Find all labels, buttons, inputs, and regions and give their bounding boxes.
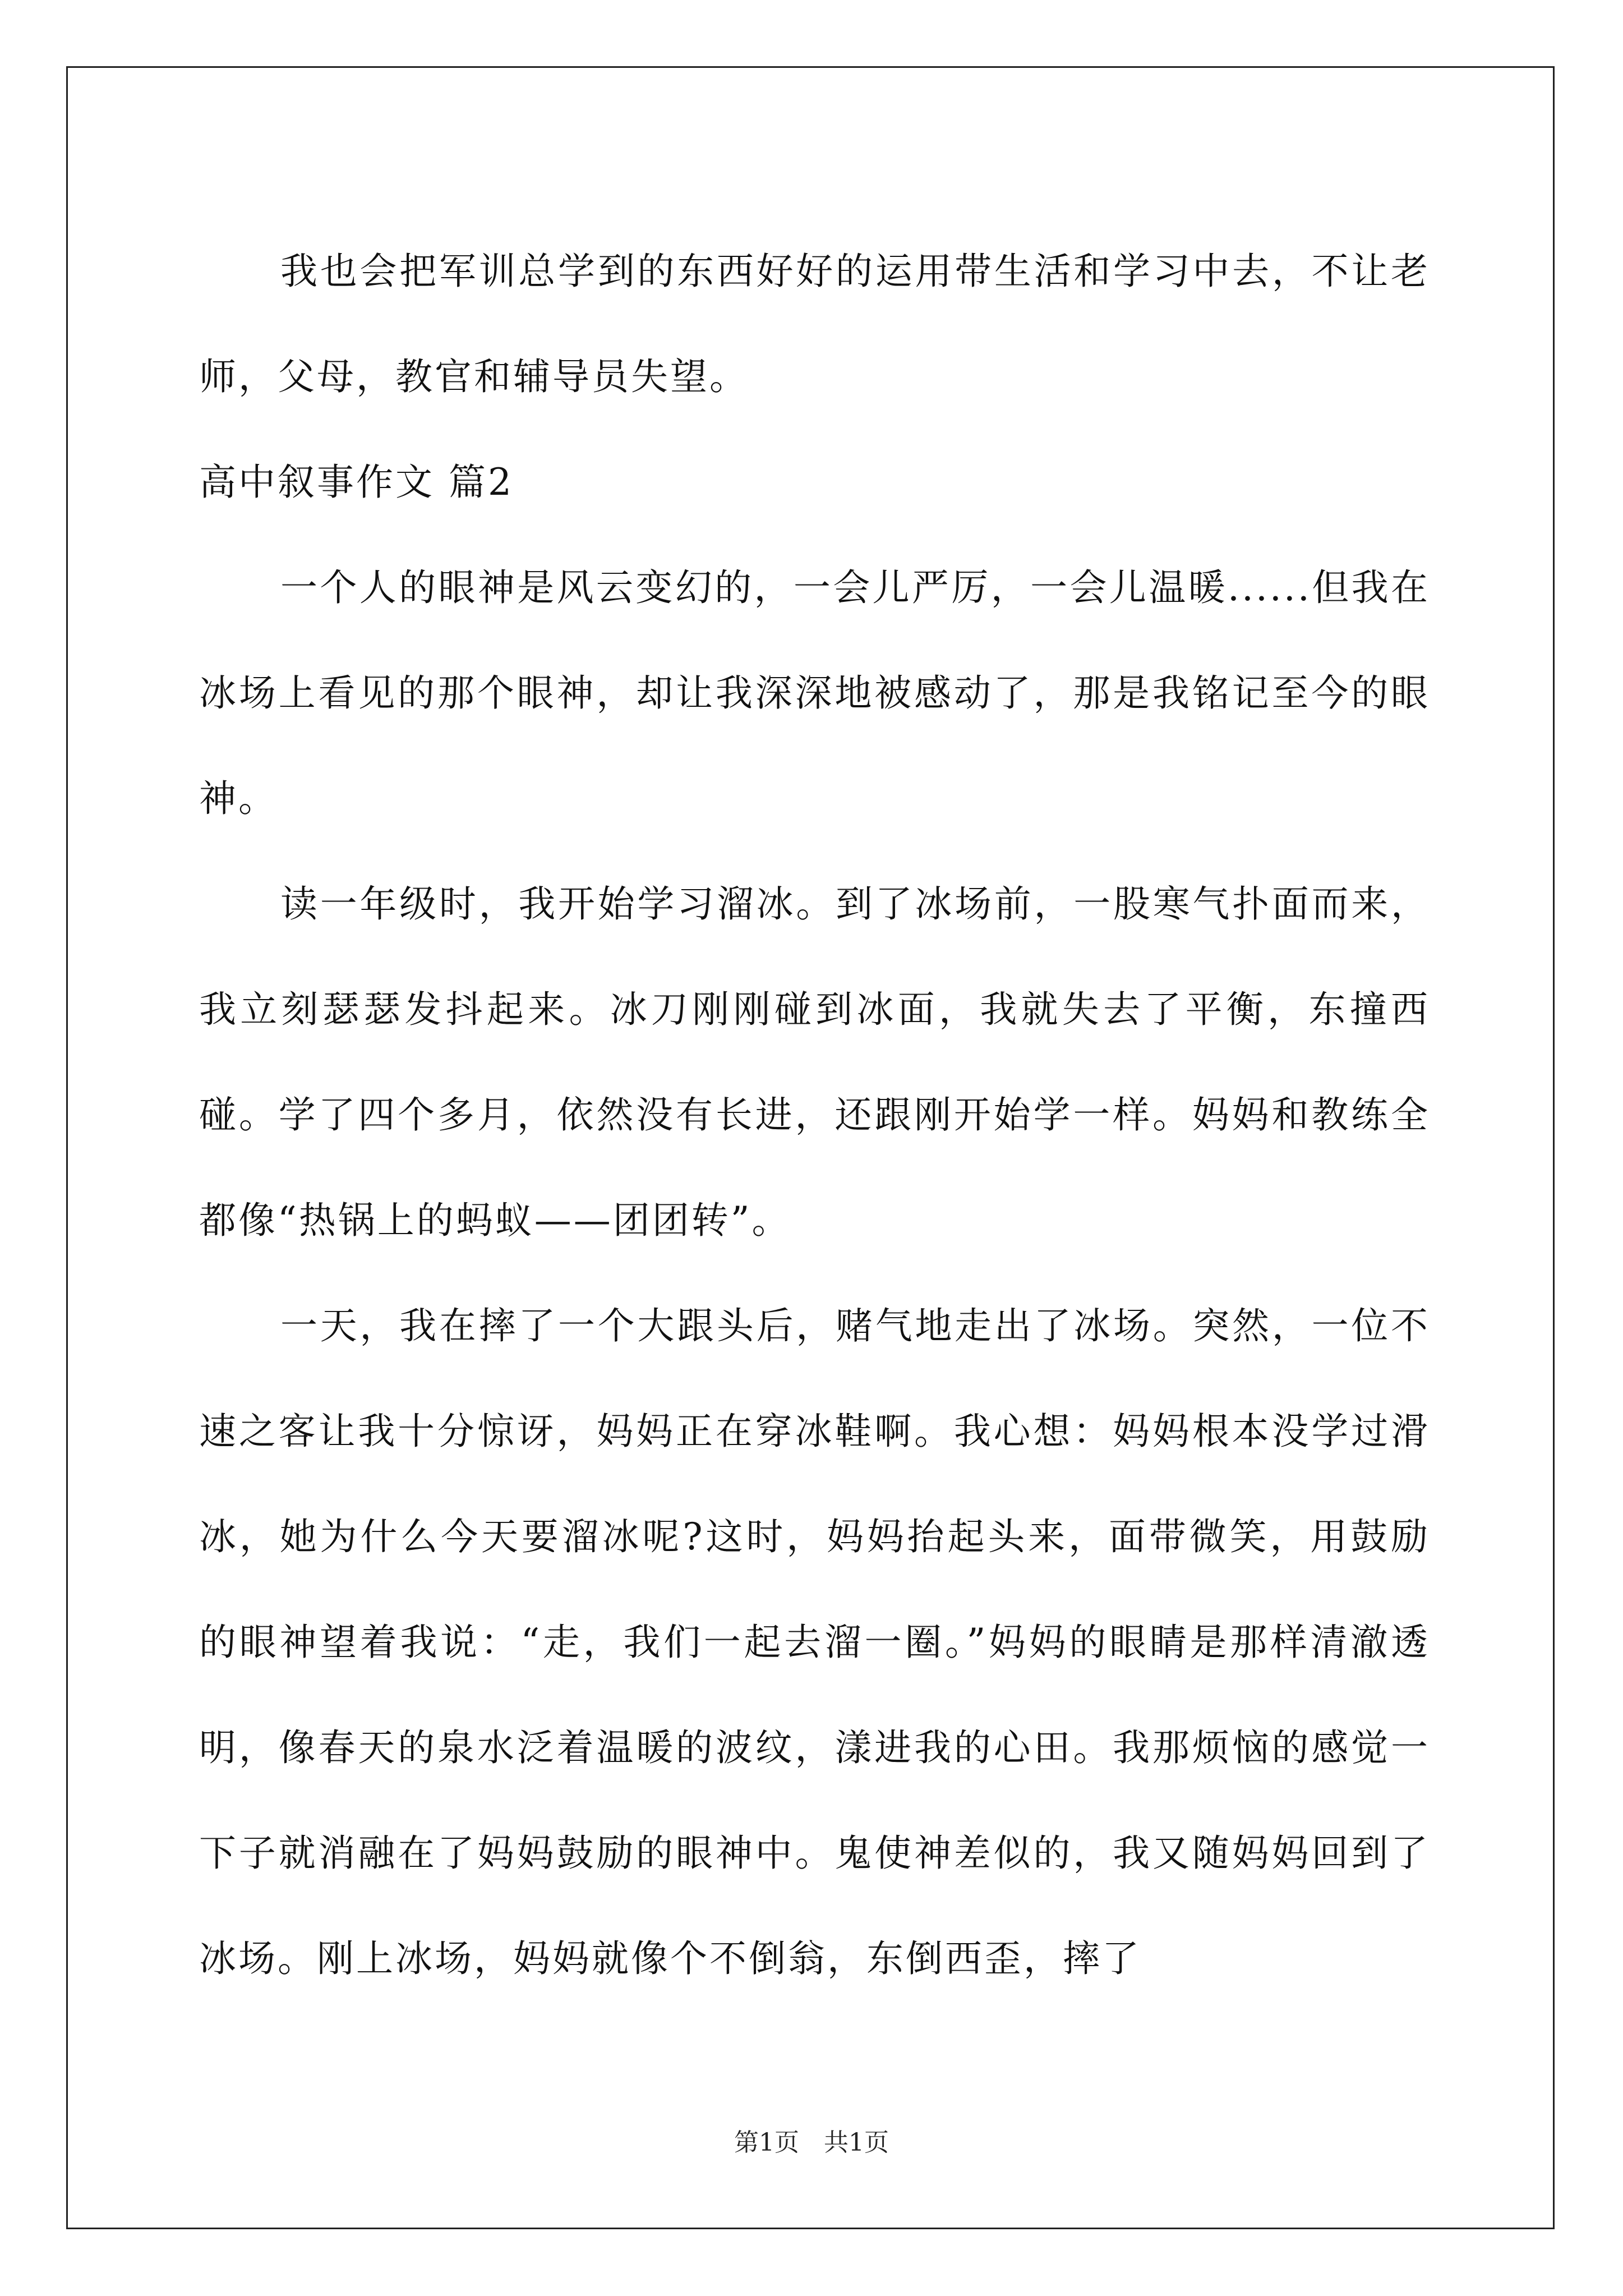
paragraph-1: 我也会把军训总学到的东西好好的运用带生活和学习中去，不让老师，父母，教官和辅导员失望。	[199, 250, 1430, 398]
paragraph-2: 一个人的眼神是风云变幻的，一会儿严厉，一会儿温暖......但我在冰场上看见的那个眼神，却让我深深地被感动了，那是我铭记至今的眼神。	[199, 566, 1430, 820]
page-footer: 第1页 共1页	[734, 2128, 889, 2157]
document-body	[199, 219, 1430, 2012]
paragraph-4: 一天，我在摔了一个大跟头后，赌气地走出了冰场。突然，一位不速之客让我十分惊讶，妈妈正在穿冰鞋啊。我心想：妈妈根本没学过滑冰，她为什么今天要溜冰呢?这时，妈妈抬起头来，面带微笑，用鼓励的眼神望着我说：“走，我们一起去溜一圈。”妈妈的眼睛是那样清澈透明，像春天的泉水泛着温暖的波纹，漾进我的心田。我那烦恼的感觉一下子就消融在了妈妈鼓励的眼神中。鬼使神差似的，我又随妈妈回到了冰场。刚上冰场，妈妈就像个不倒翁，东倒西歪，摔了	[199, 1304, 1430, 1980]
section-heading: 高中叙事作文 篇2	[199, 461, 514, 504]
paragraph-3: 读一年级时，我开始学习溜冰。到了冰场前，一股寒气扑面而来，我立刻瑟瑟发抖起来。冰刀刚刚碰到冰面，我就失去了平衡，东撞西碰。学了四个多月，依然没有长进，还跟刚开始学一样。妈妈和教练全都像“热锅上的蚂蚁——团团转”。	[199, 882, 1430, 1242]
